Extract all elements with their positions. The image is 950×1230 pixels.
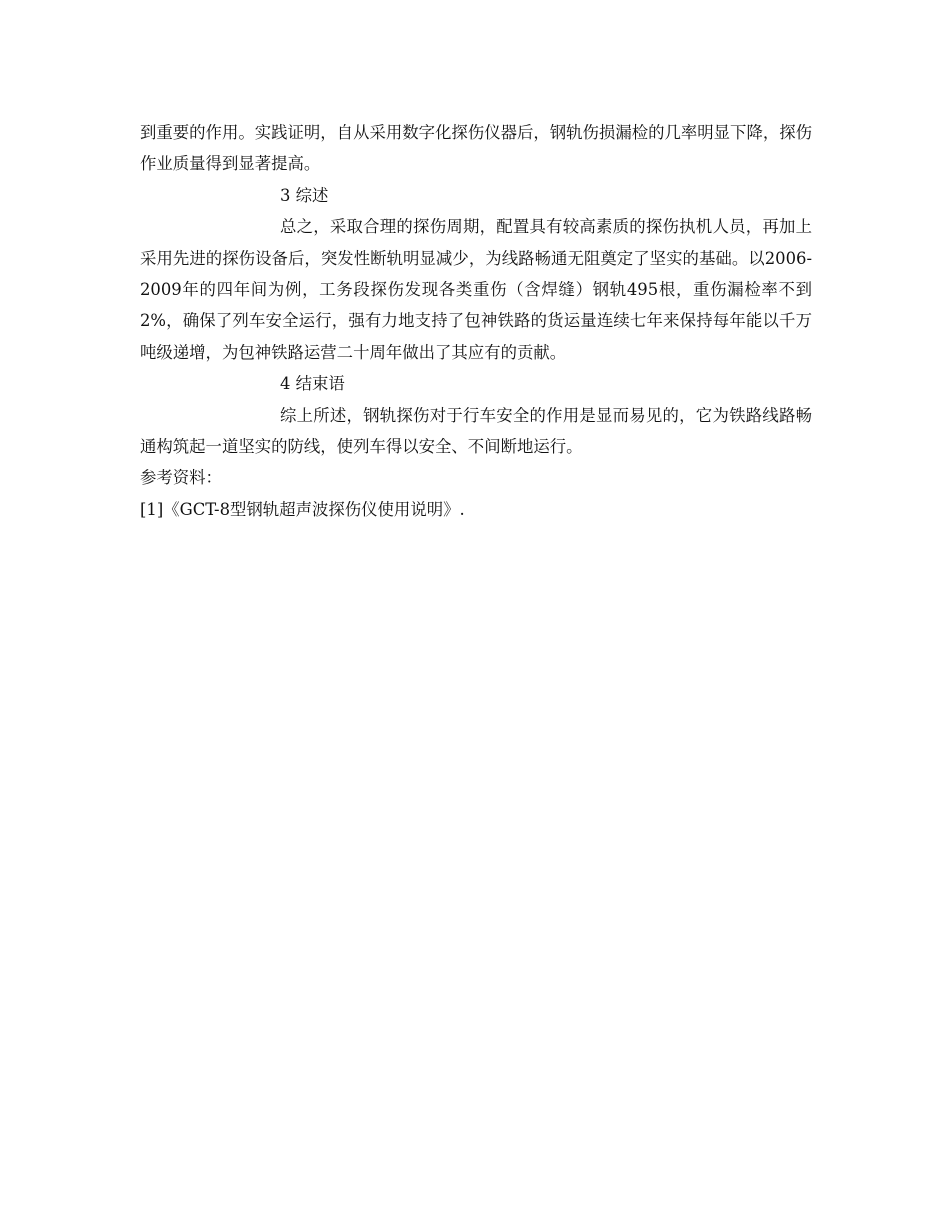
document-body	[140, 117, 812, 525]
section-3-body: 总之，采取合理的探伤周期，配置具有较高素质的探伤执机人员，再加上采用先进的探伤设备后，突发性断轨明显减少，为线路畅通无阻奠定了坚实的基础。以2006-2009年的四年间为例，工务段探伤发现各类重伤（含焊缝）钢轨495根，重伤漏检率不到2%，确保了列车安全运行，强有力地支持了包神铁路的货运量连续七年来保持每年能以千万吨级递增，为包神铁路运营二十周年做出了其应有的贡献。	[140, 217, 812, 362]
references-title: 参考资料：	[140, 468, 222, 488]
section-3-heading: 3 综述	[280, 185, 329, 205]
section-4-heading: 4 结束语	[280, 374, 345, 394]
reference-item: [1]《GCT-8型钢轨超声波探伤仪使用说明》.	[140, 499, 465, 519]
section-4-body: 综上所述，钢轨探伤对于行车安全的作用是显而易见的，它为铁路线路畅通构筑起一道坚实的防线，使列车得以安全、不间断地运行。	[140, 405, 812, 457]
continuation-paragraph: 到重要的作用。实践证明，自从采用数字化探伤仪器后，钢轨伤损漏检的几率明显下降，探伤作业质量得到显著提高。	[140, 123, 813, 174]
